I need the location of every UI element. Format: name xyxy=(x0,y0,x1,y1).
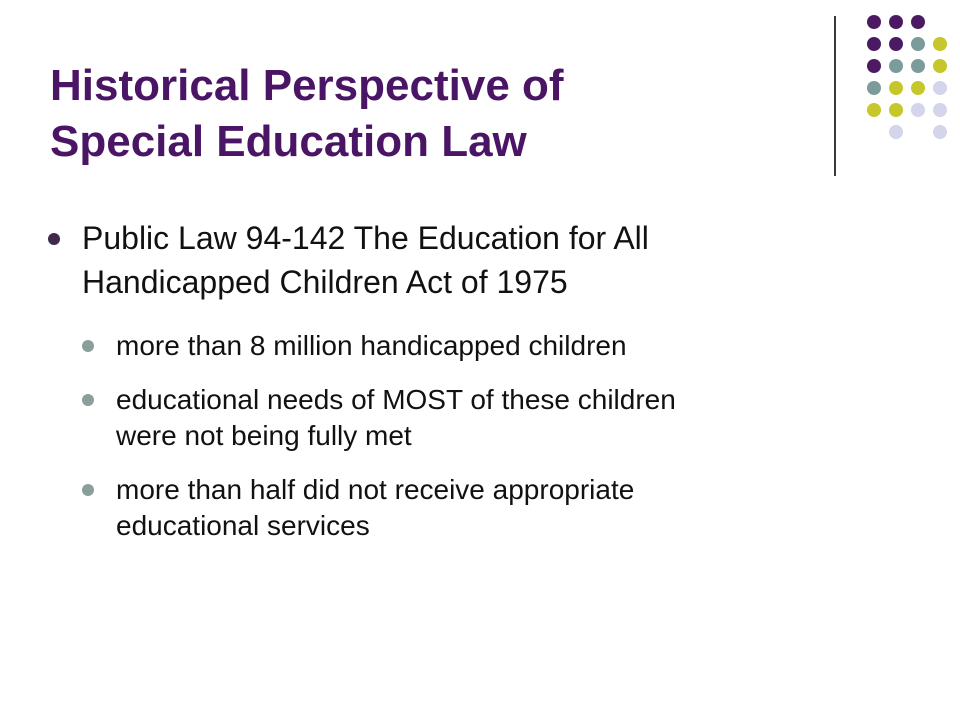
decorative-dot xyxy=(933,37,947,51)
decorative-dot xyxy=(889,15,903,29)
sub-bullet-million-children xyxy=(82,328,928,364)
decorative-dot xyxy=(867,37,881,51)
slide-title-line-2: Special Education Law xyxy=(50,117,527,166)
sub-bullet-dot-icon xyxy=(82,340,94,352)
decorative-dot xyxy=(889,103,903,117)
bullet-text-line: Handicapped Children Act of 1975 xyxy=(82,264,568,300)
bullet-dot-icon xyxy=(48,233,60,245)
decorative-dot xyxy=(933,103,947,117)
decorative-dot xyxy=(933,81,947,95)
decorative-dot xyxy=(889,59,903,73)
decorative-dot xyxy=(889,125,903,139)
decorative-dot xyxy=(867,103,881,117)
sub-bullet-text-line: more than 8 million handicapped children xyxy=(116,330,627,361)
decorative-dot xyxy=(867,15,881,29)
sub-bullet-dot-icon xyxy=(82,394,94,406)
bullet-text-line: Public Law 94-142 The Education for All xyxy=(82,220,649,256)
decorative-dot xyxy=(933,125,947,139)
slide-title-line-1: Historical Perspective of xyxy=(50,61,564,110)
sub-bullet-text-line: more than half did not receive appropriate xyxy=(116,474,635,505)
decorative-dot xyxy=(867,59,881,73)
decorative-dot xyxy=(911,15,925,29)
sub-bullet-text-line: educational needs of MOST of these children xyxy=(116,384,676,415)
slide-body xyxy=(48,216,928,562)
sub-bullet-services xyxy=(82,472,928,544)
decorative-dot xyxy=(889,81,903,95)
slide-title xyxy=(50,58,810,170)
bullet-public-law xyxy=(48,216,928,304)
sub-bullet-dot-icon xyxy=(82,484,94,496)
sub-bullet-text-line: were not being fully met xyxy=(116,420,412,451)
decorative-dot xyxy=(867,81,881,95)
sub-bullet-needs-not-met xyxy=(82,382,928,454)
vertical-divider-line xyxy=(834,16,836,176)
decorative-dot xyxy=(933,59,947,73)
decorative-dot xyxy=(911,37,925,51)
decorative-dot xyxy=(911,59,925,73)
decorative-dot xyxy=(911,103,925,117)
decorative-dot xyxy=(911,81,925,95)
decorative-dot xyxy=(889,37,903,51)
sub-bullet-text-line: educational services xyxy=(116,510,370,541)
